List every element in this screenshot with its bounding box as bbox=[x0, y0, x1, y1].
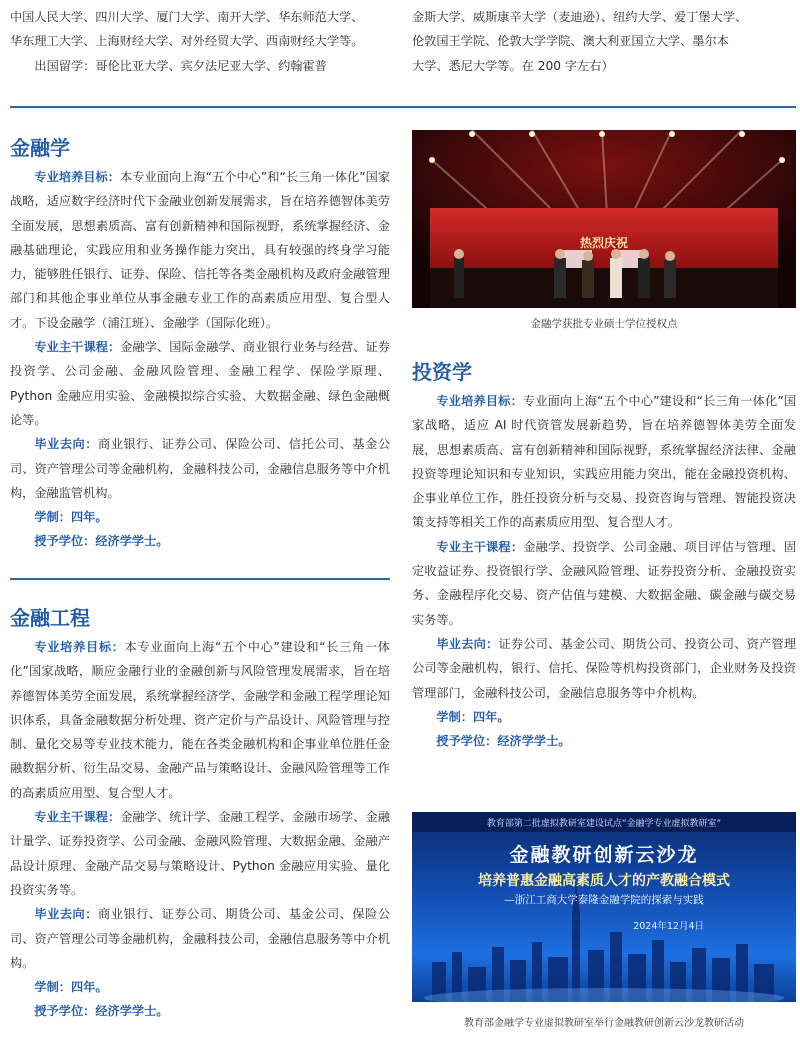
top-left-line2: 华东理工大学、上海财经大学、对外经贸大学、西南财经大学等。 bbox=[10, 34, 364, 49]
core-courses bbox=[412, 535, 796, 632]
cloud-salon-poster bbox=[412, 812, 796, 1002]
training-goal-text: 本专业面向上海“五个中心”和“长三角一体化”国家战略，适应数字经济时代下金融业创新发展需求，旨在培养德智体美劳全面发展，思想素质高、富有创新精神和国际视野，系统掌握经济、金融基础理论，实践应用和业务操作能力突出，具有较强的终身学习能力，能够胜任银行、证券、保险、信托等各类金融机构及政府金融管理部门和其他企事业单位从事金融专业工作的高素质应用型、复合型人才。 bbox=[10, 170, 391, 330]
core-courses-label: 专业主干课程： bbox=[34, 340, 121, 355]
duration: 学制：四年。 bbox=[34, 510, 108, 525]
degree: 授予学位：经济学学士。 bbox=[34, 534, 169, 549]
poster-date: 2024年12月4日 bbox=[633, 921, 704, 932]
poster-banner-text: 教育部第二批虚拟教研室建设试点“金融学专业虚拟教研室” bbox=[486, 819, 722, 829]
top-left-line1: 中国人民大学、四川大学、厦门大学、南开大学、华东师范大学、 bbox=[10, 10, 364, 24]
degree: 授予学位：经济学学士。 bbox=[436, 734, 571, 749]
section-divider-left bbox=[10, 578, 390, 580]
duration: 学制：四年。 bbox=[34, 980, 108, 995]
duration: 学制：四年。 bbox=[436, 709, 510, 724]
core-courses-label: 专业主干课程： bbox=[34, 810, 121, 825]
poster-subtitle: 培养普惠金融高素质人才的产教融合模式 bbox=[478, 873, 730, 889]
core-courses-text: 金融学、统计学、金融工程学、金融市场学、金融计量学、证券投资学、公司金融、金融风险管理、大数据金融、金融产品设计原理、金融产品交易与策略设计、Python 金融应用实验、量化投资实务等。 bbox=[10, 810, 391, 897]
training-goal bbox=[10, 635, 390, 805]
core-courses-label: 专业主干课程： bbox=[436, 539, 524, 554]
section-title: 金融学 bbox=[10, 136, 70, 160]
top-right-line2: 伦敦国王学院、伦敦大学学院、澳大利亚国立大学、墨尔本 bbox=[412, 34, 729, 49]
career bbox=[10, 432, 390, 505]
career bbox=[412, 632, 796, 705]
top-left-text bbox=[10, 5, 390, 78]
top-right-line1: 金斯大学、威斯康辛大学（麦迪逊）、纽约大学、爱丁堡大学、 bbox=[412, 10, 748, 24]
section-finance bbox=[10, 132, 390, 554]
poster-title: 金融教研创新云沙龙 bbox=[509, 844, 699, 866]
core-courses bbox=[10, 335, 390, 432]
top-right-line3: 大学、悉尼大学等。在 200 字左右） bbox=[412, 58, 614, 73]
section-divider-top bbox=[10, 106, 796, 108]
training-goal bbox=[10, 165, 390, 335]
photo-caption: 教育部金融学专业虚拟教研室举行金融教研创新云沙龙教研活动 bbox=[464, 1018, 744, 1029]
career-label: 毕业去向： bbox=[436, 636, 499, 651]
award-ceremony-photo bbox=[412, 130, 796, 308]
top-left-line3: 出国留学：哥伦比亚大学、宾夕法尼亚大学、约翰霍普 bbox=[34, 58, 327, 73]
training-goal-label: 专业培养目标： bbox=[34, 170, 121, 184]
core-courses bbox=[10, 805, 390, 902]
degree: 授予学位：经济学学士。 bbox=[34, 1004, 169, 1019]
career-label: 毕业去向： bbox=[34, 437, 98, 452]
poster-subtitle2: —浙江工商大学泰隆金融学院的探索与实践 bbox=[504, 894, 704, 906]
training-goal bbox=[412, 389, 796, 535]
top-right-text bbox=[412, 5, 796, 78]
career-text: 商业银行、证券公司、保险公司、信托公司、基金公司、资产管理公司等金融机构，金融科技公司，金融信息服务等中介机构，金融监管机构。 bbox=[10, 437, 391, 500]
training-goal-text: 专业面向上海“五个中心”建设和“长三角一体化”国家战略，适应 AI 时代资管发展新趋势，旨在培养德智体美劳全面发展，思想素质高、富有创新精神和国际视野，系统掌握经济法律、金融投资等理论知识和专业知识，实践应用能力突出，能在金融投资机构、企事业单位工作，胜任投资分析与交易、投资咨询与管理、智能投资决策支持等相关工作的高素质应用型、复合型人才。 bbox=[412, 394, 796, 530]
section-investment bbox=[412, 356, 796, 753]
stage-illustration bbox=[412, 130, 796, 308]
core-courses-text: 金融学、投资学、公司金融、项目评估与管理、固定收益证券、投资银行学、金融风险管理、证券投资分析、金融投资实务、金融程序化交易、资产估值与建模、大数据金融、碳金融与碳交易实务等。 bbox=[412, 539, 797, 627]
section-title: 投资学 bbox=[412, 360, 472, 384]
career-text: 商业银行、证券公司、期货公司、基金公司、保险公司、资产管理公司等金融机构，金融科技公司，金融信息服务等中介机构。 bbox=[10, 907, 391, 970]
career bbox=[10, 902, 390, 975]
sub-classes-text: 下设金融学（浦江班）、金融学（国际化班）。 bbox=[34, 315, 279, 330]
training-goal-label: 专业培养目标： bbox=[436, 394, 523, 408]
stage-screen-title: 热烈庆祝 bbox=[579, 236, 628, 250]
section-title: 金融工程 bbox=[10, 606, 90, 630]
section-financial-engineering bbox=[10, 602, 390, 1024]
career-label: 毕业去向： bbox=[34, 907, 98, 922]
training-goal-label: 专业培养目标： bbox=[34, 640, 125, 654]
career-text: 证券公司、基金公司、期货公司、投资公司、资产管理公司等金融机构，银行、信托、保险等机构投资部门，企业财务及投资管理部门，金融科技公司，金融信息服务等中介机构。 bbox=[412, 636, 797, 700]
core-courses-text: 金融学、国际金融学、商业银行业务与经营、证券投资学、公司金融、金融风险管理、金融工程学、保险学原理、Python 金融应用实验、金融模拟综合实验、大数据金融、绿色金融概论等。 bbox=[10, 340, 391, 427]
photo-caption: 金融学获批专业硕士学位授权点 bbox=[530, 318, 678, 330]
training-goal-text: 本专业面向上海“五个中心”建设和“长三角一体化”国家战略，顺应金融行业的金融创新与风险管理发展需求，旨在培养德智体美劳全面发展，系统掌握经济学、金融学和金融工程学理论知识体系，具备金融数据分析处理、资产定价与产品设计、风险管理与控制、量化交易等专业技术能力，能在各类金融机构和企事业单位胜任金融数据分析、衍生品交易、金融产品与策略设计、金融风险管理等工作的高素质应用型、复合型人才。 bbox=[10, 640, 390, 800]
